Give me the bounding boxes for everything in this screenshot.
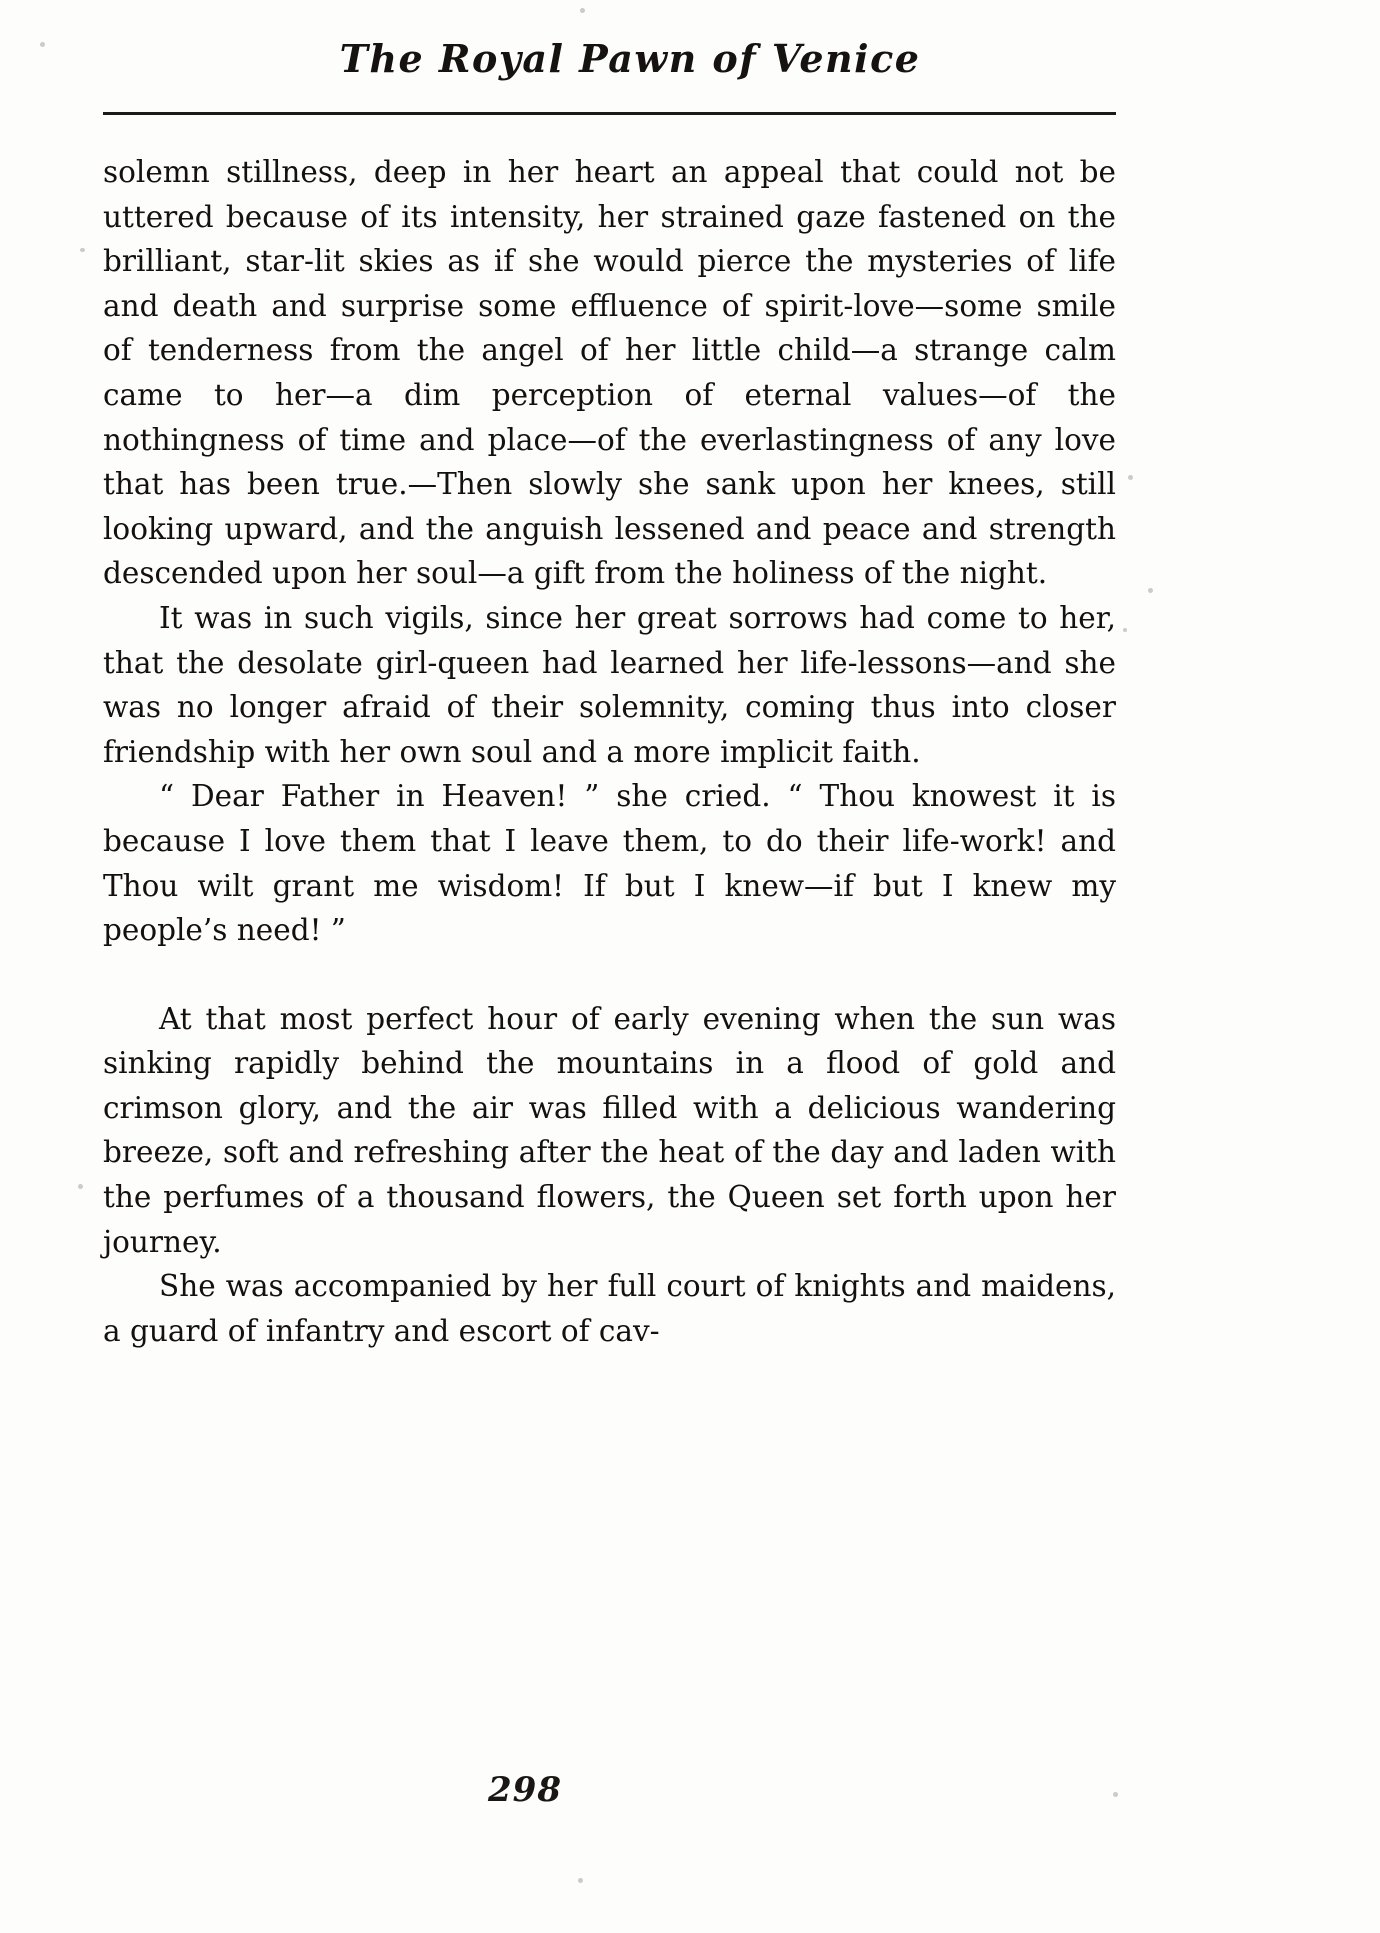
page-number: 298 — [488, 1770, 562, 1810]
paragraph: solemn stillness, deep in her heart an appeal that could not be uttered because of its intensity, her strained gaze fastened on the brilliant, star-lit skies as if she would pierce the mysteries of life and death and surprise some effluence of spirit-love—some smile of tenderness from the angel of her little child—a strange calm came to her—a dim perception of eternal values—of the nothingness of time and place—of the everlastingness of any love that has been true.—Then slowly she sank upon her knees, still looking upward, and the anguish lessened and peace and strength descended upon her soul—a gift from the holiness of the night. — [103, 155, 1116, 591]
paper-speck — [1113, 1792, 1118, 1797]
body-text-block — [103, 150, 1116, 1353]
page-header — [120, 36, 1140, 81]
paper-speck — [78, 1184, 83, 1189]
paragraph: At that most perfect hour of early evening when the sun was sinking rapidly behind the mountains in a flood of gold and crimson glory, and the air was filled with a delicious wandering breeze, soft and refreshing after the heat of the day and laden with the perfumes of a thousand flowers, the Queen set forth upon her journey. — [103, 1001, 1116, 1259]
paragraph: She was accompanied by her full court of knights and maidens, a guard of infantry and escort of cav- — [103, 1269, 1116, 1348]
paragraph: “ Dear Father in Heaven! ” she cried. “ Thou knowest it is because I love them that I leave them, to do their life-work! and Thou wilt grant me wisdom! If but I knew—if but I knew my people’s need! ” — [103, 779, 1116, 948]
paragraph: It was in such vigils, since her great sorrows had come to her, that the desolate girl-queen had learned her life-lessons—and she was no longer afraid of their solemnity, coming thus into closer friendship with her own soul and a more implicit faith. — [103, 600, 1116, 769]
paper-speck — [578, 1878, 583, 1883]
paper-speck — [580, 8, 585, 13]
paper-speck — [80, 248, 85, 252]
paper-speck — [1123, 628, 1127, 632]
paper-speck — [40, 42, 45, 47]
running-title: The Royal Pawn of Venice — [339, 36, 921, 81]
page-footer — [0, 1770, 1380, 1810]
header-rule — [103, 112, 1116, 115]
paper-speck — [1128, 475, 1133, 480]
paper-speck — [1148, 588, 1153, 593]
